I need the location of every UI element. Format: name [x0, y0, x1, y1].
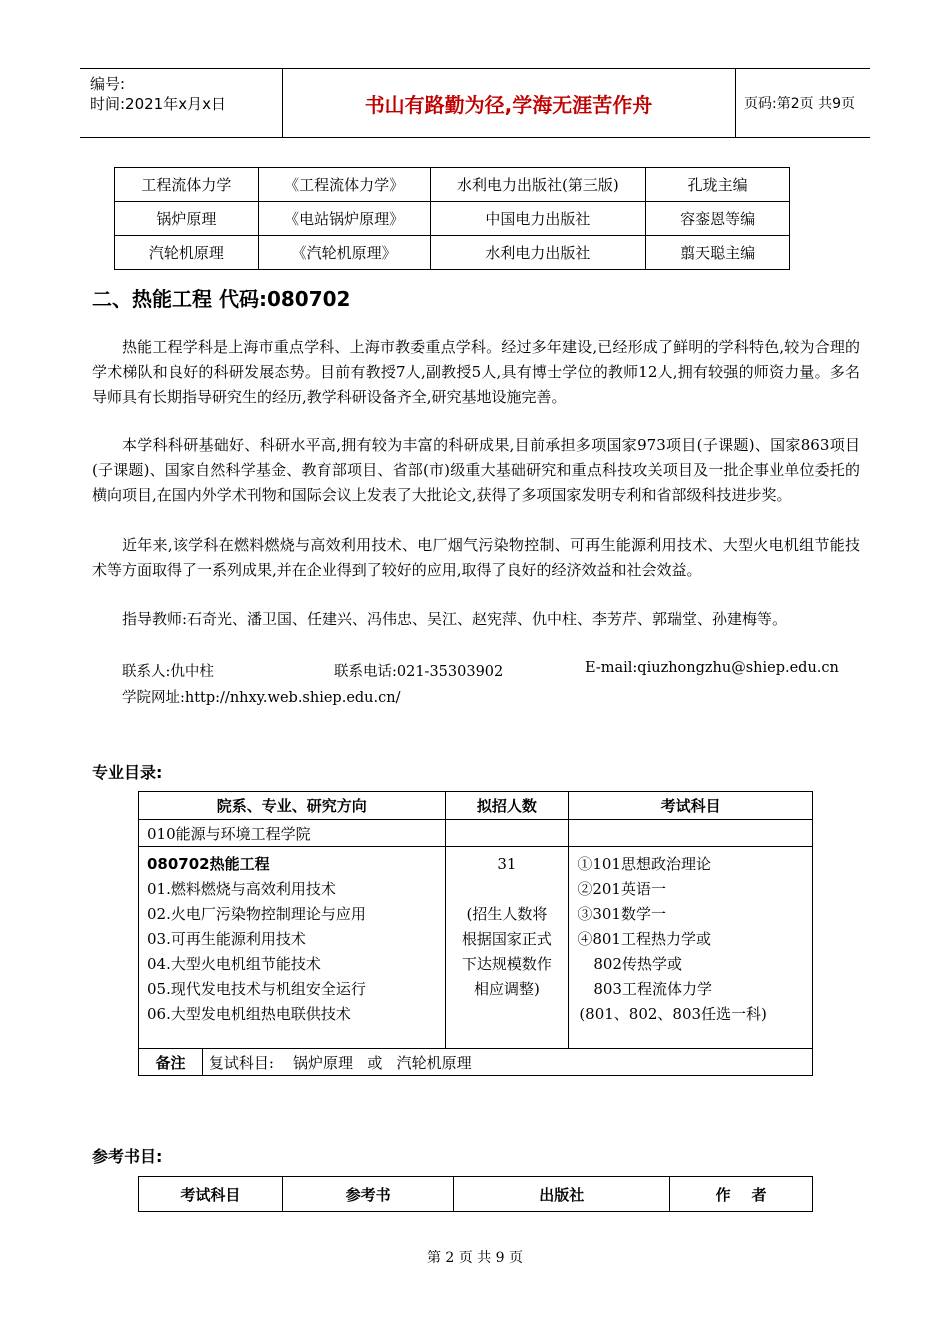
subject-item: (801、802、803任选一科)	[579, 1005, 767, 1023]
subject-item: ①101思想政治理论	[577, 855, 711, 873]
page-footer: 第 2 页 共 9 页	[426, 1250, 524, 1266]
direction-item: 05.现代发电技术与机组安全运行	[147, 980, 366, 998]
table-cell: 孔珑主编	[646, 168, 790, 202]
quota-note-line: 根据国家正式	[461, 930, 552, 948]
quota-cell	[445, 847, 569, 1049]
major-name: 080702热能工程	[147, 855, 270, 873]
page-header	[80, 68, 870, 138]
direction-item: 01.燃料燃烧与高效利用技术	[147, 880, 336, 898]
table-header-row	[139, 792, 813, 820]
column-header: 院系、专业、研究方向	[139, 792, 446, 820]
quota-value: 31	[497, 855, 517, 873]
table-cell: 水利电力出版社(第三版)	[430, 168, 646, 202]
research-paragraph	[92, 433, 860, 508]
advisors-paragraph	[92, 607, 860, 632]
table-cell: 工程流体力学	[115, 168, 259, 202]
subject-item: ②201英语一	[577, 880, 666, 898]
achievements-paragraph	[92, 533, 860, 583]
paragraph: 近年来,该学科在燃料燃烧与高效利用技术、电厂烟气污染物控制、可再生能源利用技术、大型火电机组节能技术等方面取得了一系列成果,并在企业得到了较好的应用,取得了良好的经济效益和社会效益。	[92, 536, 860, 579]
college-website: 学院网址:http://nhxy.web.shiep.edu.cn/	[122, 690, 401, 706]
direction-item: 03.可再生能源利用技术	[147, 930, 306, 948]
column-header: 考试科目	[569, 792, 813, 820]
paragraph: 指导教师:石奇光、潘卫国、任建兴、冯伟忠、吴江、赵宪萍、仇中柱、李芳芹、郭瑞堂、孙建梅等。	[122, 610, 788, 628]
subject-item: 803工程流体力学	[593, 980, 712, 998]
school-name: 010能源与环境工程学院	[139, 820, 446, 847]
direction-item: 02.火电厂污染物控制理论与应用	[147, 905, 366, 923]
header-page-info: 页码:第2页 共9页	[744, 96, 855, 112]
header-motto: 书山有路勤为径,学海无涯苦作舟	[282, 69, 736, 137]
table-row	[115, 168, 790, 202]
quota-note-line: 相应调整)	[473, 980, 540, 998]
column-header: 参考书	[282, 1177, 454, 1212]
table-cell: 水利电力出版社	[430, 236, 646, 270]
quota-note-line: (招生人数将	[466, 905, 548, 923]
table-cell: 中国电力出版社	[430, 202, 646, 236]
references-table	[138, 1176, 813, 1212]
subjects-cell	[569, 847, 813, 1049]
column-header: 出版社	[454, 1177, 670, 1212]
column-header: 考试科目	[139, 1177, 283, 1212]
table-cell: 《汽轮机原理》	[258, 236, 430, 270]
table-row	[139, 1049, 813, 1076]
date-label: 时间:2021年x月x日	[90, 95, 226, 113]
table-header-row	[139, 1177, 813, 1212]
table-row	[115, 202, 790, 236]
paragraph: 热能工程学科是上海市重点学科、上海市教委重点学科。经过多年建设,已经形成了鲜明的学科特色,较为合理的学术梯队和良好的科研发展态势。目前有教授7人,副教授5人,具有博士学位的教师12人,拥有较强的师资力量。多名导师具有长期指导研究生的经历,教学科研设备齐全,研究基地设施完善。	[92, 338, 860, 406]
subject-item: ③301数学一	[577, 905, 666, 923]
remark-text: 复试科目: 锅炉原理 或 汽轮机原理	[202, 1049, 812, 1076]
catalog-table	[138, 791, 813, 1076]
column-header: 作 者	[670, 1177, 813, 1212]
section-title: 二、热能工程 代码:080702	[92, 287, 351, 311]
subject-item: ④801工程热力学或	[577, 930, 711, 948]
number-label: 编号:	[90, 75, 126, 93]
table-cell: 《电站锅炉原理》	[258, 202, 430, 236]
table-row	[139, 847, 813, 1049]
quota-note-line: 下达规模数作	[461, 955, 552, 973]
table-row	[115, 236, 790, 270]
column-header: 拟招人数	[445, 792, 569, 820]
empty-cell	[569, 820, 813, 847]
empty-cell	[445, 820, 569, 847]
intro-paragraph	[92, 335, 860, 410]
table-cell: 锅炉原理	[115, 202, 259, 236]
contact-person: 联系人:仇中柱	[122, 664, 214, 680]
table-cell: 《工程流体力学》	[258, 168, 430, 202]
direction-item: 06.大型发电机组热电联供技术	[147, 1005, 351, 1023]
table-cell: 翦天聪主编	[646, 236, 790, 270]
major-directions-cell	[139, 847, 446, 1049]
references-label: 参考书目:	[92, 1147, 163, 1166]
top-books-table	[114, 167, 790, 270]
table-cell: 汽轮机原理	[115, 236, 259, 270]
header-meta	[80, 69, 283, 137]
contact-email: E-mail:qiuzhongzhu@shiep.edu.cn	[585, 660, 839, 676]
table-row	[139, 820, 813, 847]
catalog-label: 专业目录:	[92, 763, 163, 782]
direction-item: 04.大型火电机组节能技术	[147, 955, 321, 973]
remark-label: 备注	[139, 1049, 203, 1076]
table-cell: 容銮恩等编	[646, 202, 790, 236]
subject-item: 802传热学或	[593, 955, 682, 973]
paragraph: 本学科科研基础好、科研水平高,拥有较为丰富的科研成果,目前承担多项国家973项目(子课题)、国家863项目(子课题)、国家自然科学基金、教育部项目、省部(市)级重大基础研究和重点科技攻关项目及一批企事业单位委托的横向项目,在国内外学术刊物和国际会议上发表了大批论文,获得了多项国家发明专利和省部级科技进步奖。	[92, 436, 860, 504]
contact-phone: 联系电话:021-35303902	[334, 664, 504, 680]
